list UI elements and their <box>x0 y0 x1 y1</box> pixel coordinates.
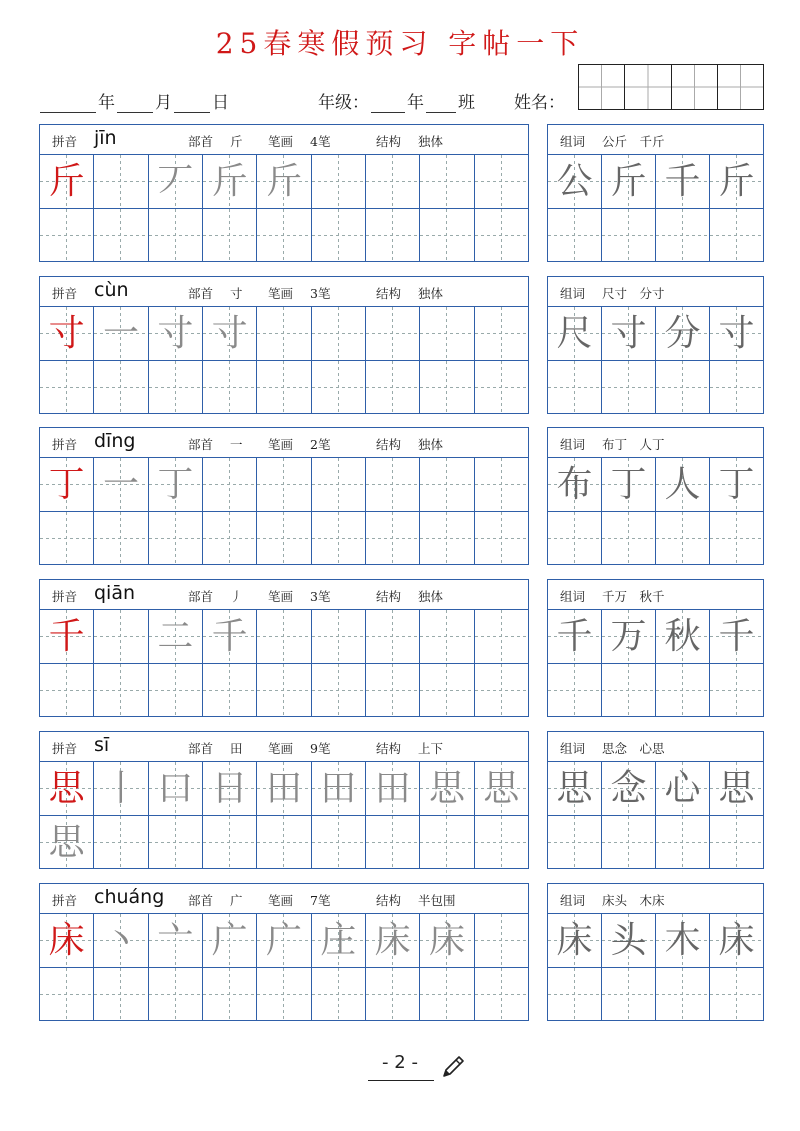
practice-row <box>40 512 528 565</box>
name-cell[interactable] <box>672 65 718 109</box>
practice-cell[interactable] <box>475 914 528 967</box>
pinyin-value: sī <box>94 734 110 756</box>
page-number: - 2 - <box>382 1052 418 1073</box>
practice-cell[interactable] <box>312 968 366 1021</box>
practice-panel <box>39 427 529 565</box>
word-character[interactable]: 寸 <box>710 307 763 360</box>
practice-cell[interactable] <box>420 209 474 262</box>
words-panel-header <box>548 428 763 458</box>
practice-cell[interactable] <box>420 155 474 208</box>
practice-cell[interactable] <box>366 664 420 717</box>
practice-cell[interactable] <box>312 361 366 414</box>
practice-cell[interactable] <box>149 968 203 1021</box>
structure-label: 结构 <box>376 741 402 756</box>
words-row <box>548 361 763 414</box>
practice-row <box>40 762 528 815</box>
practice-row <box>40 307 528 360</box>
pinyin-value: dīng <box>94 430 136 452</box>
words-row <box>548 816 763 869</box>
practice-cell[interactable] <box>366 209 420 262</box>
practice-panel-header <box>40 277 528 307</box>
model-character[interactable]: 千 <box>40 610 94 663</box>
practice-cell[interactable] <box>602 512 656 565</box>
practice-cell[interactable] <box>312 209 366 262</box>
words-panel <box>547 579 764 717</box>
words-text: 公斤 千斤 <box>602 134 665 149</box>
practice-cell[interactable] <box>710 664 763 717</box>
stroke-order-cell[interactable]: 广 <box>203 914 257 967</box>
word-character[interactable]: 千 <box>548 610 602 663</box>
practice-cell[interactable] <box>366 816 420 869</box>
practice-cell[interactable] <box>312 307 366 360</box>
practice-cell[interactable] <box>257 664 311 717</box>
stroke-order-cell[interactable]: 思 <box>475 762 528 815</box>
grade-year-label: 年 <box>407 93 424 113</box>
words-panel <box>547 731 764 869</box>
practice-panel <box>39 883 529 1021</box>
practice-cell[interactable] <box>656 361 710 414</box>
practice-cell[interactable] <box>312 512 366 565</box>
structure-label: 结构 <box>376 286 402 301</box>
pinyin-label: 拼音 <box>52 437 78 452</box>
practice-cell[interactable] <box>94 209 148 262</box>
words-row <box>548 209 763 262</box>
word-character[interactable]: 丁 <box>602 458 656 511</box>
practice-cell[interactable] <box>548 664 602 717</box>
words-row <box>548 968 763 1021</box>
model-character[interactable]: 床 <box>40 914 94 967</box>
word-character[interactable]: 头 <box>602 914 656 967</box>
stroke-order-cell[interactable] <box>94 610 148 663</box>
practice-panel-header <box>40 125 528 155</box>
date-line <box>38 88 229 113</box>
stroke-order-cell[interactable]: 日 <box>203 762 257 815</box>
radical-value: 丿 <box>230 589 243 604</box>
words-row <box>548 307 763 360</box>
practice-row <box>40 914 528 967</box>
grade-blank[interactable] <box>371 96 405 113</box>
practice-cell[interactable] <box>475 816 528 869</box>
practice-cell[interactable] <box>475 155 528 208</box>
practice-cell[interactable] <box>420 664 474 717</box>
word-character[interactable]: 丁 <box>710 458 763 511</box>
strokes-label: 笔画 <box>268 286 294 301</box>
word-character[interactable]: 斤 <box>602 155 656 208</box>
radical-label: 部首 <box>188 893 214 908</box>
stroke-order-cell[interactable]: 丁 <box>149 458 203 511</box>
year-blank[interactable] <box>40 96 96 113</box>
practice-cell[interactable] <box>312 155 366 208</box>
pinyin-value: chuáng <box>94 886 165 908</box>
year-label: 年 <box>98 93 115 113</box>
practice-cell[interactable] <box>257 307 311 360</box>
radical-value: 斤 <box>230 134 243 149</box>
strokes-value: 3笔 <box>310 589 331 604</box>
practice-cell[interactable] <box>656 816 710 869</box>
word-character[interactable]: 尺 <box>548 307 602 360</box>
model-character[interactable]: 丁 <box>40 458 94 511</box>
structure-value: 独体 <box>418 437 444 452</box>
practice-cell[interactable] <box>94 664 148 717</box>
pinyin-label: 拼音 <box>52 589 78 604</box>
radical-value: 广 <box>230 893 243 908</box>
day-label: 日 <box>212 93 229 113</box>
name-cell[interactable] <box>625 65 671 109</box>
practice-cell[interactable] <box>203 512 257 565</box>
stroke-order-cell[interactable]: 田 <box>257 762 311 815</box>
stroke-order-cell[interactable]: 寸 <box>203 307 257 360</box>
practice-cell[interactable] <box>710 512 763 565</box>
practice-cell[interactable] <box>420 816 474 869</box>
words-text: 布丁 人丁 <box>602 437 665 452</box>
practice-panel <box>39 731 529 869</box>
practice-cell[interactable] <box>94 968 148 1021</box>
pinyin-value: qiān <box>94 582 136 604</box>
month-label: 月 <box>155 93 172 113</box>
word-character[interactable]: 床 <box>710 914 763 967</box>
practice-cell[interactable] <box>203 209 257 262</box>
strokes-value: 3笔 <box>310 286 331 301</box>
strokes-label: 笔画 <box>268 437 294 452</box>
strokes-value: 9笔 <box>310 741 331 756</box>
words-label: 组词 <box>560 286 586 301</box>
stroke-order-cell[interactable]: 丶 <box>94 914 148 967</box>
practice-cell[interactable] <box>548 209 602 262</box>
practice-cell[interactable] <box>548 361 602 414</box>
practice-cell[interactable] <box>94 816 148 869</box>
name-cell[interactable] <box>579 65 625 109</box>
practice-cell[interactable] <box>149 361 203 414</box>
stroke-order-cell[interactable]: 一 <box>94 307 148 360</box>
practice-row <box>40 610 528 663</box>
name-cell[interactable] <box>718 65 763 109</box>
practice-cell[interactable] <box>548 816 602 869</box>
practice-cell[interactable] <box>149 512 203 565</box>
word-character[interactable]: 念 <box>602 762 656 815</box>
words-text: 尺寸 分寸 <box>602 286 665 301</box>
strokes-value: 4笔 <box>310 134 331 149</box>
words-text: 千万 秋千 <box>602 589 665 604</box>
strokes-value: 7笔 <box>310 893 331 908</box>
practice-cell[interactable] <box>602 816 656 869</box>
practice-cell[interactable] <box>149 816 203 869</box>
practice-row <box>40 458 528 511</box>
practice-cell[interactable] <box>656 512 710 565</box>
word-character[interactable]: 思 <box>710 762 763 815</box>
practice-cell[interactable] <box>257 968 311 1021</box>
practice-cell[interactable] <box>548 968 602 1021</box>
practice-cell[interactable] <box>40 209 94 262</box>
practice-cell[interactable] <box>366 512 420 565</box>
words-row <box>548 762 763 815</box>
words-row <box>548 610 763 663</box>
words-panel <box>547 883 764 1021</box>
radical-label: 部首 <box>188 589 214 604</box>
practice-panel <box>39 579 529 717</box>
practice-cell[interactable] <box>312 458 366 511</box>
practice-panel-header <box>40 884 528 914</box>
radical-label: 部首 <box>188 134 214 149</box>
words-panel-header <box>548 277 763 307</box>
practice-cell[interactable] <box>475 458 528 511</box>
words-row <box>548 458 763 511</box>
practice-cell[interactable] <box>40 968 94 1021</box>
pinyin-label: 拼音 <box>52 893 78 908</box>
radical-value: 田 <box>230 741 243 756</box>
words-row <box>548 664 763 717</box>
practice-cell[interactable] <box>420 361 474 414</box>
pinyin-value: cùn <box>94 279 129 301</box>
practice-cell[interactable] <box>203 458 257 511</box>
word-character[interactable]: 木 <box>656 914 710 967</box>
stroke-order-cell[interactable]: 口 <box>149 762 203 815</box>
structure-value: 独体 <box>418 589 444 604</box>
practice-row <box>40 816 528 869</box>
structure-value: 上下 <box>418 741 444 756</box>
model-character[interactable]: 寸 <box>40 307 94 360</box>
words-row <box>548 914 763 967</box>
model-character[interactable]: 思 <box>40 762 94 815</box>
model-character[interactable]: 斤 <box>40 155 94 208</box>
word-character[interactable]: 布 <box>548 458 602 511</box>
practice-cell[interactable] <box>420 968 474 1021</box>
practice-cell[interactable] <box>312 816 366 869</box>
practice-cell[interactable] <box>602 209 656 262</box>
word-character[interactable]: 秋 <box>656 610 710 663</box>
practice-row <box>40 664 528 717</box>
day-blank[interactable] <box>174 96 210 113</box>
practice-cell[interactable] <box>149 209 203 262</box>
words-row <box>548 155 763 208</box>
practice-cell[interactable] <box>366 361 420 414</box>
pinyin-label: 拼音 <box>52 286 78 301</box>
practice-cell[interactable] <box>475 209 528 262</box>
stroke-order-cell[interactable]: 斤 <box>203 155 257 208</box>
practice-panel-header <box>40 428 528 458</box>
radical-label: 部首 <box>188 741 214 756</box>
practice-cell[interactable] <box>257 209 311 262</box>
practice-cell[interactable] <box>94 512 148 565</box>
pen-icon <box>440 1054 466 1080</box>
stroke-order-cell[interactable]: 床 <box>366 914 420 967</box>
radical-value: 寸 <box>230 286 243 301</box>
practice-cell[interactable] <box>420 307 474 360</box>
practice-cell[interactable] <box>257 458 311 511</box>
practice-cell[interactable] <box>656 968 710 1021</box>
practice-cell[interactable] <box>40 361 94 414</box>
practice-cell[interactable] <box>602 664 656 717</box>
practice-cell[interactable] <box>203 664 257 717</box>
practice-cell[interactable] <box>40 512 94 565</box>
practice-cell[interactable] <box>366 155 420 208</box>
practice-cell[interactable] <box>475 664 528 717</box>
class-label: 班 <box>458 93 475 113</box>
practice-cell[interactable] <box>710 361 763 414</box>
strokes-label: 笔画 <box>268 741 294 756</box>
pinyin-label: 拼音 <box>52 741 78 756</box>
words-panel <box>547 124 764 262</box>
words-panel-header <box>548 580 763 610</box>
practice-cell[interactable] <box>602 361 656 414</box>
structure-label: 结构 <box>376 437 402 452</box>
words-panel <box>547 276 764 414</box>
words-label: 组词 <box>560 893 586 908</box>
stroke-order-cell[interactable]: 斤 <box>257 155 311 208</box>
words-panel <box>547 427 764 565</box>
structure-value: 独体 <box>418 286 444 301</box>
word-character[interactable]: 万 <box>602 610 656 663</box>
radical-value: 一 <box>230 437 243 452</box>
strokes-label: 笔画 <box>268 589 294 604</box>
practice-row <box>40 155 528 208</box>
practice-cell[interactable] <box>420 610 474 663</box>
footer-underline <box>368 1080 434 1081</box>
radical-label: 部首 <box>188 286 214 301</box>
strokes-label: 笔画 <box>268 134 294 149</box>
practice-cell[interactable] <box>40 664 94 717</box>
word-character[interactable]: 斤 <box>710 155 763 208</box>
words-panel-header <box>548 125 763 155</box>
practice-cell[interactable] <box>203 968 257 1021</box>
practice-cell[interactable] <box>257 512 311 565</box>
structure-label: 结构 <box>376 134 402 149</box>
practice-row <box>40 361 528 414</box>
practice-cell[interactable] <box>475 610 528 663</box>
strokes-label: 笔画 <box>268 893 294 908</box>
practice-cell[interactable] <box>312 664 366 717</box>
class-blank[interactable] <box>426 96 456 113</box>
word-character[interactable]: 思 <box>548 762 602 815</box>
grade-label: 年级： <box>318 93 369 113</box>
practice-cell[interactable] <box>710 816 763 869</box>
word-character[interactable]: 人 <box>656 458 710 511</box>
practice-cell[interactable] <box>710 968 763 1021</box>
practice-row <box>40 209 528 262</box>
practice-cell[interactable] <box>312 610 366 663</box>
practice-cell[interactable] <box>203 816 257 869</box>
practice-cell[interactable] <box>257 610 311 663</box>
stroke-order-cell[interactable]: 床 <box>420 914 474 967</box>
words-panel-header <box>548 732 763 762</box>
stroke-order-cell[interactable]: 丆 <box>149 155 203 208</box>
pinyin-value: jīn <box>94 127 117 149</box>
page-title: 25春寒假预习 字帖一下 <box>215 27 585 60</box>
stroke-order-cell[interactable]: 广 <box>257 914 311 967</box>
word-character[interactable]: 床 <box>548 914 602 967</box>
strokes-value: 2笔 <box>310 437 331 452</box>
month-blank[interactable] <box>117 96 153 113</box>
structure-label: 结构 <box>376 589 402 604</box>
words-label: 组词 <box>560 437 586 452</box>
words-row <box>548 512 763 565</box>
word-character[interactable]: 千 <box>710 610 763 663</box>
stroke-order-cell[interactable] <box>94 155 148 208</box>
practice-cell[interactable] <box>656 664 710 717</box>
word-character[interactable]: 千 <box>656 155 710 208</box>
words-text: 床头 木床 <box>602 893 665 908</box>
word-character[interactable]: 公 <box>548 155 602 208</box>
practice-cell[interactable] <box>366 968 420 1021</box>
practice-panel <box>39 124 529 262</box>
word-character[interactable]: 寸 <box>602 307 656 360</box>
practice-cell[interactable] <box>475 307 528 360</box>
name-label: 姓名： <box>514 93 565 113</box>
words-panel-header <box>548 884 763 914</box>
practice-cell[interactable] <box>548 512 602 565</box>
practice-cell[interactable] <box>475 968 528 1021</box>
stroke-order-cell[interactable]: 亠 <box>149 914 203 967</box>
pinyin-label: 拼音 <box>52 134 78 149</box>
structure-value: 独体 <box>418 134 444 149</box>
practice-cell[interactable] <box>602 968 656 1021</box>
words-label: 组词 <box>560 589 586 604</box>
practice-cell[interactable] <box>656 209 710 262</box>
practice-panel <box>39 276 529 414</box>
stroke-order-cell[interactable]: 寸 <box>149 307 203 360</box>
stroke-order-cell[interactable]: 一 <box>94 458 148 511</box>
practice-cell[interactable] <box>420 458 474 511</box>
practice-cell[interactable] <box>366 307 420 360</box>
stroke-order-cell[interactable]: 丨 <box>94 762 148 815</box>
stroke-order-cell[interactable]: 千 <box>203 610 257 663</box>
stroke-order-cell[interactable]: 思 <box>420 762 474 815</box>
practice-cell[interactable] <box>475 361 528 414</box>
word-character[interactable]: 分 <box>656 307 710 360</box>
stroke-order-cell[interactable]: 二 <box>149 610 203 663</box>
practice-cell[interactable] <box>94 361 148 414</box>
words-label: 组词 <box>560 741 586 756</box>
stroke-order-cell[interactable]: 田 <box>312 762 366 815</box>
grade-line <box>318 88 475 113</box>
practice-cell[interactable] <box>149 664 203 717</box>
structure-value: 半包围 <box>418 893 456 908</box>
word-character[interactable]: 心 <box>656 762 710 815</box>
practice-cell[interactable] <box>366 458 420 511</box>
stroke-order-cell[interactable]: 庄 <box>312 914 366 967</box>
radical-label: 部首 <box>188 437 214 452</box>
name-grid[interactable] <box>578 64 764 110</box>
practice-panel-header <box>40 580 528 610</box>
practice-cell[interactable] <box>710 209 763 262</box>
practice-cell[interactable] <box>257 361 311 414</box>
practice-panel-header <box>40 732 528 762</box>
practice-cell[interactable] <box>257 816 311 869</box>
structure-label: 结构 <box>376 893 402 908</box>
words-text: 思念 心思 <box>602 741 665 756</box>
practice-cell[interactable] <box>366 610 420 663</box>
practice-cell[interactable] <box>203 361 257 414</box>
practice-cell[interactable] <box>420 512 474 565</box>
stroke-order-cell[interactable]: 思 <box>40 816 94 869</box>
practice-cell[interactable] <box>475 512 528 565</box>
stroke-order-cell[interactable]: 田 <box>366 762 420 815</box>
words-label: 组词 <box>560 134 586 149</box>
practice-row <box>40 968 528 1021</box>
